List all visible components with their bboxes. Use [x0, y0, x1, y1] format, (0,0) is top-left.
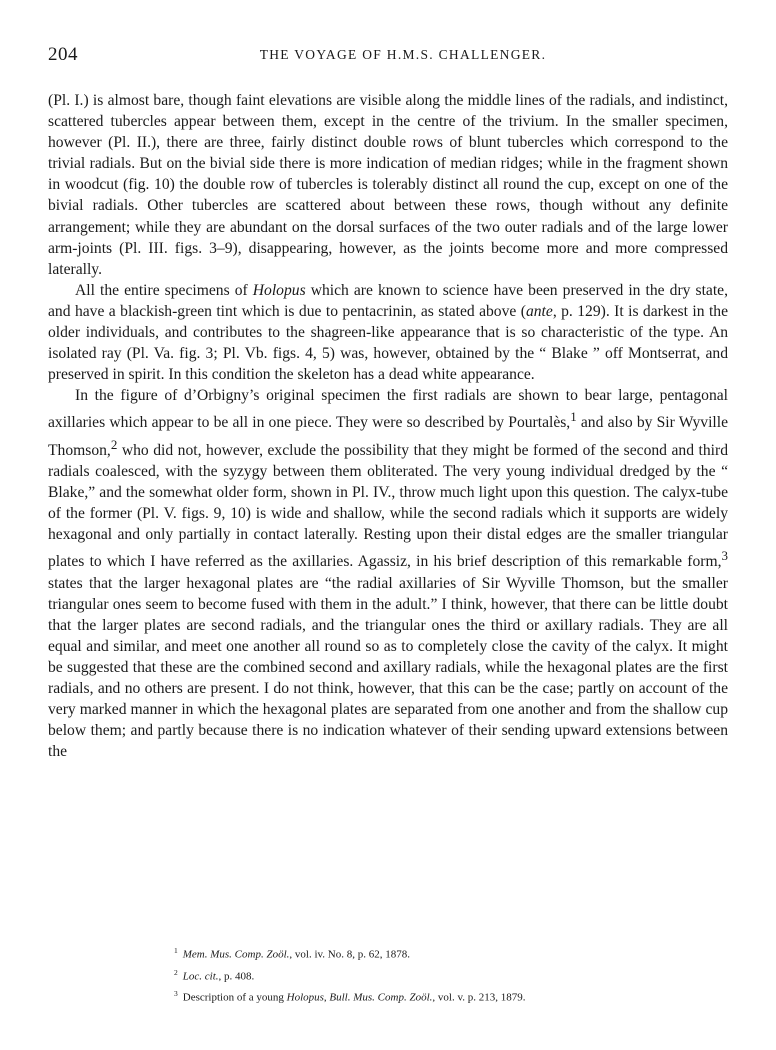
- page-number: 204: [48, 44, 78, 65]
- text-run: In the figure of d’Orbigny’s original specimen the first radials are shown to bear large, pentagonal axillaries which appear to be all in one piece. They were so described by Pourtalès,: [48, 387, 728, 432]
- footnote-text: Description of a young: [182, 991, 287, 1004]
- text-run: and also by Sir Wyville Thomson,: [48, 414, 728, 459]
- page-header: [48, 44, 728, 68]
- text-run: which are known to science have been preserved in the dry state, and have a blackish-green tint which is due to pentacrinin, as stated above (: [48, 281, 729, 320]
- footnote-source-title: Bull. Mus. Comp. Zoöl.: [329, 991, 433, 1004]
- running-title: THE VOYAGE OF H.M.S. CHALLENGER.: [259, 47, 547, 62]
- text-run: (Pl. I.) is almost bare, though faint elevations are visible along the middle lines of the radials, and indistinct, scattered tubercles appear between them, except in the centre of the trivium. In the smaller specimen, however (Pl. II.), there are three, fairly distinct double rows of blunt tubercles which correspond to the trivial radials. But on the bivial side there is more indication of median ridges; while in the fragment shown in woodcut (fig. 10) the double row of tubercles is tolerably distinct all round the cup, except on one of the bivial radials. Other tubercles are scattered about between these rows, though without any definite arrangement; while they are abundant on the dorsal surfaces of the two outer radials and of the large lower arm-joints (Pl. III. figs. 3–9), disappearing, however, as the joints become more and more compressed laterally.: [48, 92, 728, 278]
- footnote-marker: 3: [174, 989, 178, 999]
- text-run: states that the larger hexagonal plates are “the radial axillaries of Sir Wyville Thomson, but the smaller triangular ones seem to become fused with them in the adult.” I think, however, that there can be little doubt that the larger plates are second radials, and the triangular ones the third or axillary radials. They are all equal and similar, and meet one another all round so as to completely close the cavity of the calyx. It might be suggested that these are the combined second and axillary radials, while the hexagonal plates are the first radials, and no others are present. I do not think, however, that this can be the case; partly on account of the very marked manner in which the hexagonal plates are separated from one another and from the shallow cup below them; and partly because there is no indication whatever of their sending upward extensions between the: [48, 574, 728, 761]
- text-run: who did not, however, exclude the possibility that they might be formed of the second and third radials coalesced, with the syzygy between them obliterated. The very young individual dredged by the “ Blake,” and the somewhat older form, shown in Pl. IV., throw much light upon this question. The calyx-tube of the former (Pl. V. figs. 9, 10) is wide and shallow, while the second radials which it supports are widely hexagonal and only partially in contact laterally. Resting upon their distal edges are the smaller triangular plates to which I have referred as the axillaries. Agassiz, in his brief description of this remarkable form,: [48, 441, 728, 571]
- footnote-ref-1[interactable]: 1: [570, 409, 577, 425]
- paragraph-2: [48, 280, 728, 385]
- text-run: All the entire specimens of: [75, 281, 253, 299]
- footnote-text: , vol. v. p. 213, 1879.: [432, 991, 526, 1004]
- footnote-ref-2[interactable]: 2: [110, 436, 118, 452]
- paragraph-1: [48, 90, 728, 280]
- ante-reference: ante: [525, 302, 553, 320]
- body-text: [48, 90, 728, 762]
- genus-name-holopus: Holopus: [286, 991, 324, 1004]
- footnote-marker: 1: [174, 946, 178, 955]
- footnote-text: , p. 408.: [218, 970, 255, 983]
- footnote-text: ,: [323, 991, 330, 1004]
- footnote-1: [174, 942, 694, 964]
- footnote-ref-3[interactable]: 3: [721, 548, 728, 564]
- text-run: , p. 129). It is darkest in the older individuals, and contributes to the shagreen-like appearance that is so characteristic of the type. An isolated ray (Pl. Va. fig. 3; Pl. Vb. figs. 4, 5) was, however, obtained by the “ Blake ” off Montserrat, and preserved in spirit. In this condition the skeleton has a dead white appearance.: [48, 302, 728, 384]
- footnote-2: [174, 964, 694, 986]
- footnotes: [174, 942, 694, 1007]
- footnote-text: , vol. iv. No. 8, p. 62, 1878.: [289, 948, 410, 961]
- footnote-marker: 2: [174, 967, 178, 977]
- footnote-source-title: Mem. Mus. Comp. Zoöl.: [182, 948, 290, 961]
- footnote-3: [174, 985, 694, 1007]
- paragraph-3: [48, 385, 728, 762]
- genus-name-holopus: Holopus: [252, 281, 306, 299]
- footnote-source-title: Loc. cit.: [182, 970, 219, 983]
